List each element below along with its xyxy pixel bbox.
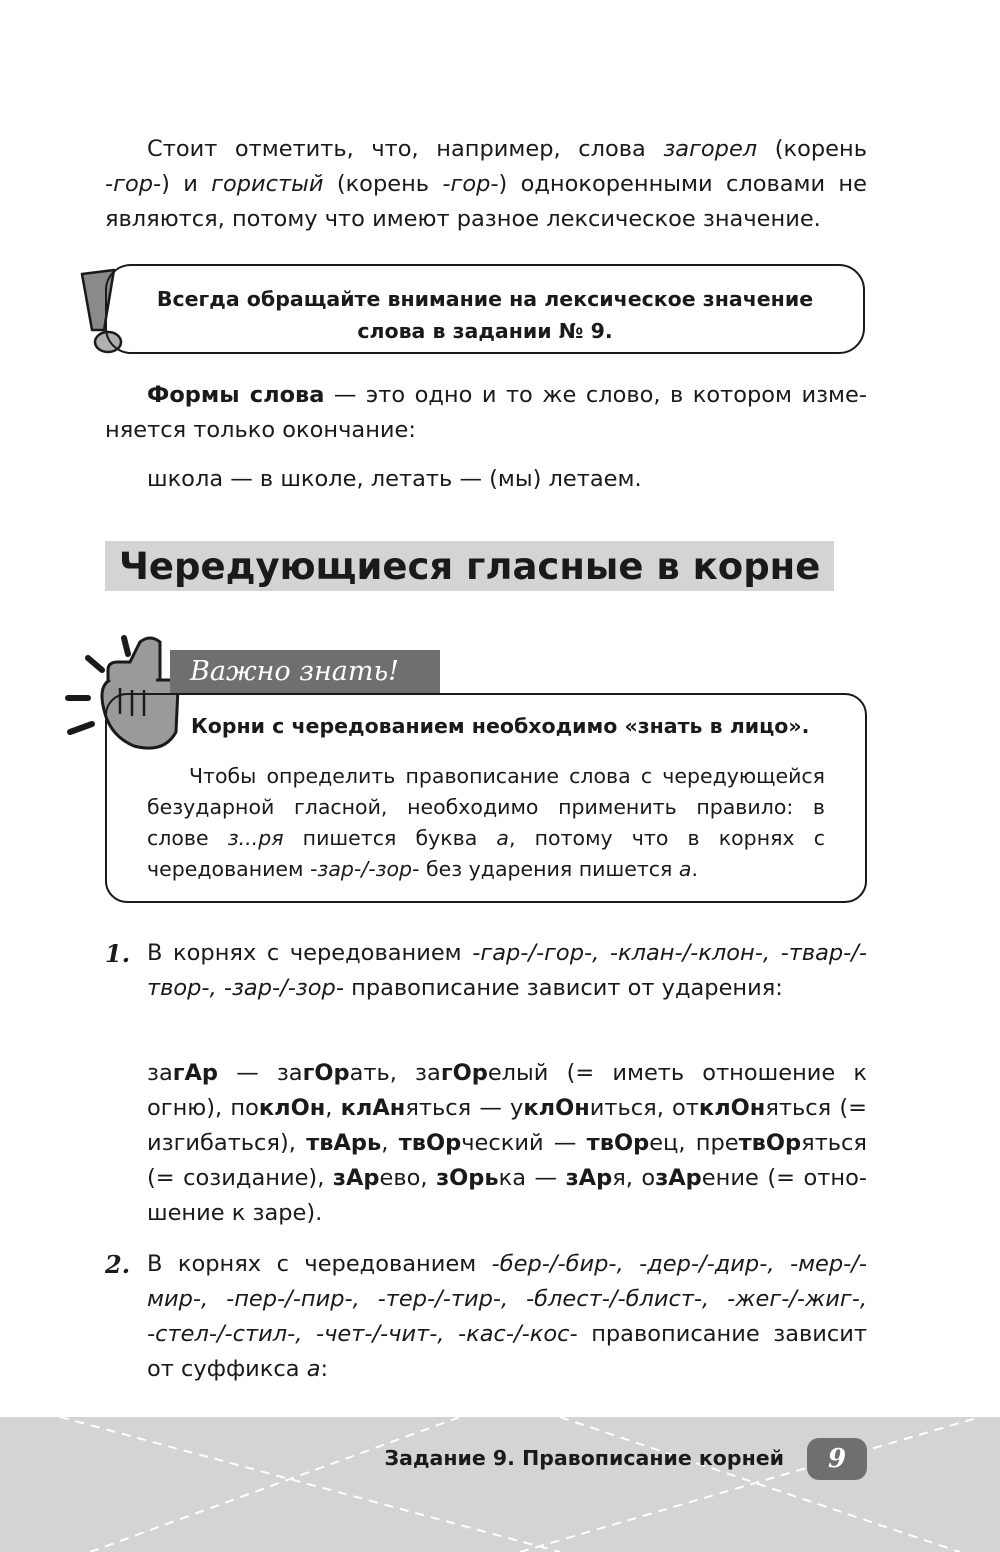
root-highlight: зАр [332,1165,380,1191]
root-highlight: клОн [258,1095,326,1121]
rule-1-roots: -гар-/-гор-, -клан-/-клон-, -твар-/-твор-, -зар-/-зор- [147,940,867,1001]
page-number: 9 [807,1438,867,1480]
example-text: за [147,1060,173,1086]
root-highlight: гОр [440,1060,488,1086]
example-text: ец, пре [649,1130,739,1156]
root-highlight: твОр [586,1130,650,1156]
root-highlight: клАн [340,1095,406,1121]
important-body: Чтобы определить правописание слова с чередующейся безударной гласной, необходимо применить правило: в слове з...ря пишется буква а, потому что в корнях с чередованием -зар-/-зор- без ударения пишется а. [147,764,825,881]
root-highlight: гОр [302,1060,350,1086]
example-text: ка — [498,1165,566,1191]
important-heading: Корни с чередованием необходимо «знать в лицо». [191,714,810,738]
forms-definition: Формы слова — это одно и то же слово, в котором изменяется только окончание: [105,382,867,443]
example-text: — за [218,1060,303,1086]
root-highlight: гАр [172,1060,219,1086]
root-highlight: твОр [738,1130,802,1156]
notice-text [147,283,823,347]
rule-2-text: В корнях с чередованием -бер-/-бир-, -дер-/-дир-, -мер-/-мир-, -пер-/-пир-, -тер-/-тир-, -блест-/-блист-, -жег-/-жиг-, -стел-/-стил-, -чет-/-чит-, -кас-/-кос- правописание зависит от суффикса а: [147,1251,867,1382]
root-highlight: зАр [565,1165,613,1191]
example-text: , [381,1130,399,1156]
example-text: ческий — [461,1130,587,1156]
notice-line-2: слова в задании № 9. [357,319,613,343]
rule-2-number: 2. [105,1250,131,1279]
example-text: елый (= иметь отношение к огню), по [147,1060,867,1121]
rule-2-roots: -бер-/-бир-, -дер-/-дир-, -мер-/-мир-, -пер-/-пир-, -тер-/-тир-, -блест-/-блист-, -жег-/-жиг-, -стел-/-стил-, -чет-/-чит-, -кас-/-кос- [147,1251,867,1347]
example-text: яться (= созидание), [147,1130,867,1191]
intro-paragraph: Стоит отметить, что, например, слова загорел (корень -гор-) и гористый (корень -гор-) однокоренными словами не являются, потому что имеют разное лексическое значение. [105,136,867,232]
rule-1-number: 1. [105,939,131,968]
example-text: ение (= отношение к заре). [147,1165,867,1226]
rule-1-text: В корнях с чередованием -гар-/-гор-, -клан-/-клон-, -твар-/-твор-, -зар-/-зор- правописание зависит от ударения: [147,940,867,1001]
root-highlight: клОн [523,1095,590,1121]
root-highlight: клОн [698,1095,766,1121]
example-text: я, о [612,1165,656,1191]
example-text: иться, от [589,1095,699,1121]
page-footer [0,1417,1000,1552]
example-text: , [325,1095,341,1121]
example-text: яться (= изгибаться), [147,1095,867,1156]
root-highlight: твОр [398,1130,462,1156]
example-text: ать, за [349,1060,441,1086]
important-tag: Важно знать! [170,650,440,693]
forms-example: школа — в школе, летать — (мы) летаем. [147,466,642,492]
root-highlight: твАрь [306,1130,382,1156]
important-box [105,693,867,903]
root-highlight: зОрь [436,1165,499,1191]
root-highlight: зАр [655,1165,702,1191]
rule-1-examples [147,1056,867,1231]
footer-title: Задание 9. Правописание корней [384,1446,784,1470]
notice-box [105,264,865,354]
section-heading: Чередующиеся гласные в корне [105,541,834,591]
forms-term: Формы слова [147,382,325,408]
example-text: ево, [379,1165,437,1191]
notice-line-1: Всегда обращайте внимание на лексическое значение [156,287,814,311]
example-text: яться — у [405,1095,524,1121]
